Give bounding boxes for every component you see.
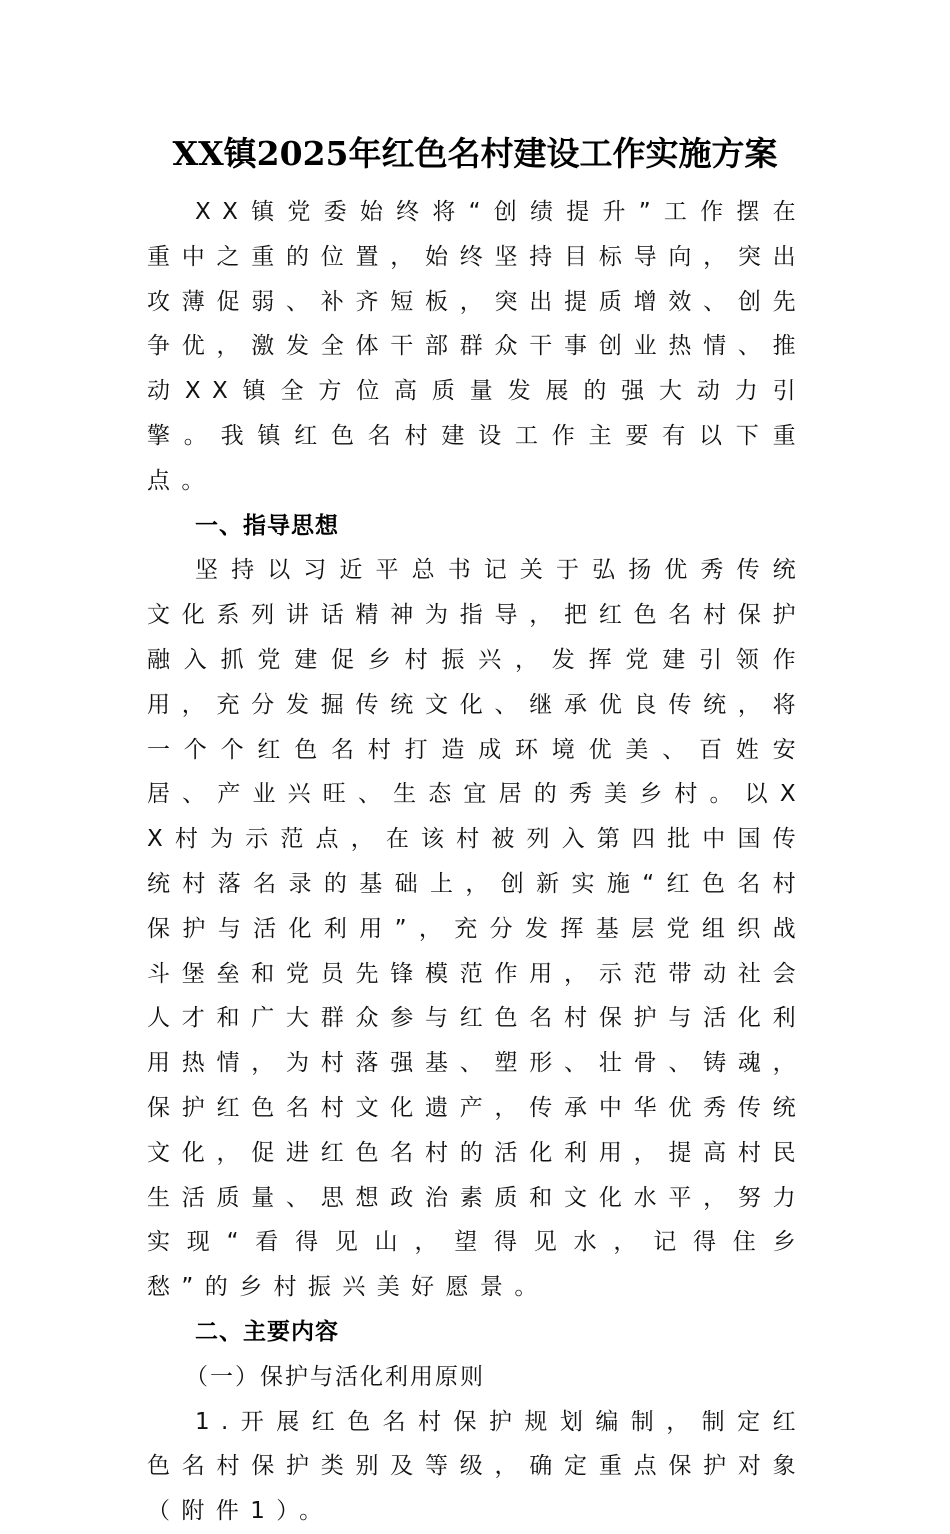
document-title: XX镇2025年红色名村建设工作实施方案 bbox=[172, 134, 778, 173]
section-paragraph-main-content: 1.开展红色名村保护规划编制，制定红色名村保护类别及等级，确定重点保护对象（附件1）。 bbox=[147, 1408, 807, 1525]
section-paragraph-guiding-ideology: 坚持以习近平总书记关于弘扬优秀传统文化系列讲话精神为指导，把红色名村保护融入抓党建促乡村振兴，发挥党建引领作用，充分发掘传统文化、继承优良传统，将一个个红色名村打造成环境优美、百姓安居、产业兴旺、生态宜居的秀美乡村。以XX村为示范点，在该村被列入第四批中国传统村落名录的基础上，创新实施“红色名村保护与活化利用”，充分发挥基层党组织战斗堡垒和党员先锋模范作用，示范带动社会人才和广大群众参与红色名村保护与活化利用热情，为村落强基、塑形、壮骨、铸魂，保护红色名村文化遗产，传承中华优秀传统文化，促进红色名村的活化利用，提高村民生活质量、思想政治素质和文化水平，努力实现“看得见山，望得见水，记得住乡愁”的乡村振兴美好愿景。 bbox=[147, 557, 807, 1301]
subsection-heading-principles: （一）保护与活化利用原则 bbox=[185, 1363, 485, 1390]
document-body bbox=[147, 190, 807, 1534]
section-heading-guiding-ideology: 一、指导思想 bbox=[195, 512, 339, 539]
section-heading-main-content: 二、主要内容 bbox=[195, 1318, 339, 1345]
intro-paragraph: XX镇党委始终将“创绩提升”工作摆在重中之重的位置，始终坚持目标导向，突出攻薄促弱、补齐短板，突出提质增效、创先争优，激发全体干部群众干事创业热情、推动XX镇全方位高质量发展的强大动力引擎。我镇红色名村建设工作主要有以下重点。 bbox=[147, 199, 807, 494]
